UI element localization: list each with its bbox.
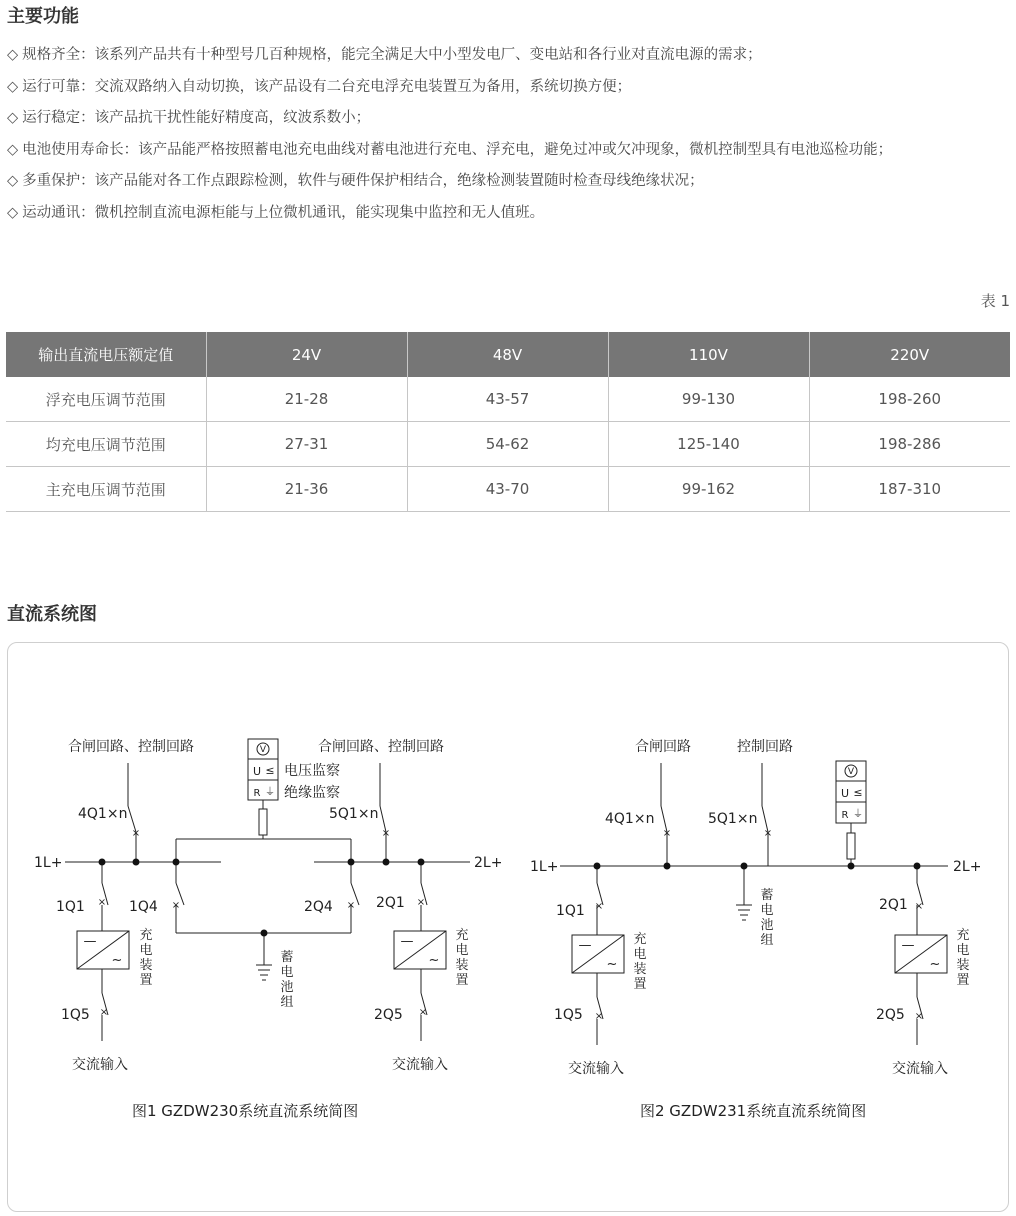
features-list bbox=[7, 40, 1013, 229]
svg-text:×: × bbox=[97, 897, 107, 908]
fig2-1q5-label: 1Q5 bbox=[554, 1007, 583, 1023]
fig1-charger-right-char: 置 bbox=[455, 973, 469, 988]
fig2-charger-right-char: 电 bbox=[956, 943, 970, 958]
fig1-1q5-label: 1Q5 bbox=[61, 1007, 90, 1023]
table-cell: 27-31 bbox=[206, 422, 407, 467]
feature-label: 多重保护 bbox=[22, 173, 81, 189]
ground-icon: ⏚ bbox=[853, 809, 863, 820]
voltmeter-icon: V bbox=[847, 767, 855, 777]
fig1-right-top-label: 合闸回路、控制回路 bbox=[318, 739, 444, 755]
table-cell: 浮充电压调节范围 bbox=[6, 377, 206, 422]
table-header-cell: 输出直流电压额定值 bbox=[6, 332, 206, 377]
fig2-charger-left-char: 电 bbox=[633, 947, 647, 962]
feature-text: 该产品能对各工作点跟踪检测，软件与硬件保护相结合，绝缘检测装置随时检查母线绝缘状况； bbox=[94, 173, 704, 189]
table-row bbox=[6, 467, 1010, 512]
fig2-charger-right-char: 装 bbox=[956, 958, 970, 973]
svg-text:×: × bbox=[914, 901, 924, 912]
fig1-ac-input-right: 交流输入 bbox=[392, 1057, 448, 1073]
ac-symbol-icon: ~ bbox=[428, 953, 440, 968]
fig1-2q4-label: 2Q4 bbox=[304, 899, 333, 915]
fig2-charger-left-char: 装 bbox=[633, 962, 647, 977]
fig2-caption: 图2 GZDW231系统直流系统简图 bbox=[640, 1102, 867, 1120]
table-cell: 21-28 bbox=[206, 377, 407, 422]
resistance-r-icon: R bbox=[253, 788, 261, 799]
fig2-control-loop-label: 控制回路 bbox=[737, 739, 793, 755]
table-cell: 99-162 bbox=[608, 467, 809, 512]
less-equal-icon: ≤ bbox=[853, 786, 863, 799]
ac-symbol-icon: ~ bbox=[606, 957, 618, 972]
svg-text:×: × bbox=[662, 828, 672, 839]
feature-text: 该系列产品共有十种型号几百种规格，能完全满足大中小型发电厂、变电站和各行业对直流电源的需求； bbox=[94, 47, 762, 63]
fig2-charger-right-char: 置 bbox=[956, 973, 970, 988]
feature-item: ◇ 电池使用寿命长：该产品能严格按照蓄电池充电曲线对蓄电池进行充电、浮充电，避免过冲或欠冲现象，微机控制型具有电池巡检功能； bbox=[7, 141, 893, 158]
svg-text:×: × bbox=[171, 900, 181, 911]
table-row bbox=[6, 377, 1010, 422]
feature-item: ◇ 运行稳定：该产品抗干扰性能好精度高，纹波系数小； bbox=[7, 110, 371, 126]
table-cell: 99-130 bbox=[608, 377, 809, 422]
table-cell: 125-140 bbox=[608, 422, 809, 467]
table-header-cell: 220V bbox=[809, 332, 1010, 377]
feature-label: 运动通讯 bbox=[22, 204, 81, 221]
fig1-bus-right-label: 2L+ bbox=[474, 855, 503, 871]
diamond-bullet-icon: ◇ bbox=[7, 141, 19, 158]
feature-label: 电池使用寿命长 bbox=[22, 141, 124, 158]
table-cell: 均充电压调节范围 bbox=[6, 422, 206, 467]
feature-item: ◇ 规格齐全：该系列产品共有十种型号几百种规格，能完全满足大中小型发电厂、变电站和各行业对直流电源的需求； bbox=[7, 47, 762, 63]
diamond-bullet-icon: ◇ bbox=[7, 110, 19, 126]
fig2-bus-left-label: 1L+ bbox=[530, 859, 559, 875]
fig1-charger-left-char: 置 bbox=[139, 973, 153, 988]
features-title: 主要功能 bbox=[7, 6, 79, 27]
svg-text:×: × bbox=[594, 901, 604, 912]
fig2-battery-char: 电 bbox=[760, 903, 774, 918]
fig2-2q1-label: 2Q1 bbox=[879, 897, 908, 913]
feature-label: 运行稳定 bbox=[22, 110, 81, 126]
fig2-5q1-label: 5Q1×n bbox=[708, 811, 758, 827]
svg-text:×: × bbox=[99, 1007, 109, 1018]
dc-symbol-icon: — bbox=[578, 938, 592, 953]
ac-symbol-icon: ~ bbox=[111, 953, 123, 968]
table-row bbox=[6, 422, 1010, 467]
diagram-container bbox=[7, 642, 1009, 1212]
fig1-charger-right-char: 装 bbox=[455, 958, 469, 973]
fig2-bus-right-label: 2L+ bbox=[953, 859, 982, 875]
voltage-spec-table bbox=[6, 332, 1010, 512]
table-cell: 198-286 bbox=[809, 422, 1010, 467]
svg-text:×: × bbox=[418, 1007, 428, 1018]
fig1-left-top-label: 合闸回路、控制回路 bbox=[68, 739, 194, 755]
fig1-bus-left-label: 1L+ bbox=[34, 855, 63, 871]
dc-symbol-icon: — bbox=[83, 934, 97, 949]
dc-symbol-icon: — bbox=[901, 938, 915, 953]
fig1-charger-right-char: 充 bbox=[455, 928, 469, 943]
fig1-caption: 图1 GZDW230系统直流系统简图 bbox=[132, 1102, 359, 1120]
table-header-cell: 48V bbox=[407, 332, 608, 377]
voltage-u-icon: U bbox=[252, 765, 262, 778]
svg-text:×: × bbox=[594, 1011, 604, 1022]
feature-text: 该产品能严格按照蓄电池充电曲线对蓄电池进行充电、浮充电，避免过冲或欠冲现象，微机控制型具有电池巡检功能； bbox=[138, 141, 893, 158]
table-header-cell: 110V bbox=[608, 332, 809, 377]
diamond-bullet-icon: ◇ bbox=[7, 173, 19, 189]
table-header-row bbox=[6, 332, 1010, 377]
table-cell: 198-260 bbox=[809, 377, 1010, 422]
table-cell: 43-57 bbox=[407, 377, 608, 422]
diamond-bullet-icon: ◇ bbox=[7, 47, 19, 63]
fig1-charger-right-char: 电 bbox=[455, 943, 469, 958]
ground-icon: ⏚ bbox=[265, 787, 275, 798]
fig2-4q1-label: 4Q1×n bbox=[605, 811, 655, 827]
fig1-2q5-label: 2Q5 bbox=[374, 1007, 403, 1023]
diagram-title: 直流系统图 bbox=[7, 604, 97, 625]
fig1-4q1-label: 4Q1×n bbox=[78, 806, 128, 822]
svg-text:×: × bbox=[381, 828, 391, 839]
table-header-cell: 24V bbox=[206, 332, 407, 377]
fig2-charger-left-char: 充 bbox=[633, 932, 647, 947]
svg-text:×: × bbox=[131, 828, 141, 839]
feature-item: ◇ 多重保护：该产品能对各工作点跟踪检测，软件与硬件保护相结合，绝缘检测装置随时检查母线绝缘状况； bbox=[7, 173, 704, 189]
fig2-battery-char: 池 bbox=[760, 918, 774, 933]
fig2-charger-left-char: 置 bbox=[633, 977, 647, 992]
fig1-battery-char: 蓄 bbox=[280, 950, 294, 965]
table-cell: 54-62 bbox=[407, 422, 608, 467]
fig2-ac-input-right: 交流输入 bbox=[892, 1061, 948, 1077]
fig1-charger-left-char: 电 bbox=[139, 943, 153, 958]
feature-text: 交流双路纳入自动切换，该产品设有二台充电浮充电装置互为备用，系统切换方便； bbox=[94, 78, 632, 95]
fig1-battery-char: 组 bbox=[280, 995, 294, 1010]
dc-system-diagrams bbox=[8, 643, 1010, 1213]
fig1-charger-left-char: 充 bbox=[139, 928, 153, 943]
feature-item: ◇ 运行可靠：交流双路纳入自动切换，该产品设有二台充电浮充电装置互为备用，系统切换方便； bbox=[7, 78, 632, 95]
fig1-1q4-label: 1Q4 bbox=[129, 899, 158, 915]
fig2-1q1-label: 1Q1 bbox=[556, 903, 585, 919]
fig1-5q1-label: 5Q1×n bbox=[329, 806, 379, 822]
feature-text: 该产品抗干扰性能好精度高，纹波系数小； bbox=[94, 110, 371, 126]
voltmeter-icon: V bbox=[259, 745, 267, 755]
fig1-battery-char: 池 bbox=[280, 980, 294, 995]
feature-item: ◇ 运动通讯：微机控制直流电源柜能与上位微机通讯，能实现集中监控和无人值班。 bbox=[7, 204, 545, 221]
fig1-2q1-label: 2Q1 bbox=[376, 895, 405, 911]
fig2-charger-right-char: 充 bbox=[956, 928, 970, 943]
fig1-ac-input-left: 交流输入 bbox=[72, 1057, 128, 1073]
fig1-1q1-label: 1Q1 bbox=[56, 899, 85, 915]
table-caption: 表 1 bbox=[980, 292, 1010, 310]
table-cell: 21-36 bbox=[206, 467, 407, 512]
fig2-close-loop-label: 合闸回路 bbox=[635, 739, 691, 755]
feature-label: 规格齐全 bbox=[22, 47, 81, 63]
fig2-battery-char: 组 bbox=[760, 933, 774, 948]
dc-symbol-icon: — bbox=[400, 934, 414, 949]
svg-text:×: × bbox=[416, 897, 426, 908]
svg-text:×: × bbox=[914, 1011, 924, 1022]
fig1-insulation-monitor-label: 绝缘监察 bbox=[284, 785, 340, 801]
table-cell: 187-310 bbox=[809, 467, 1010, 512]
feature-label: 运行可靠 bbox=[22, 78, 81, 95]
table-cell: 主充电压调节范围 bbox=[6, 467, 206, 512]
svg-text:×: × bbox=[763, 828, 773, 839]
table-cell: 43-70 bbox=[407, 467, 608, 512]
fig2-2q5-label: 2Q5 bbox=[876, 1007, 905, 1023]
fig1-voltage-monitor-label: 电压监察 bbox=[284, 763, 340, 779]
feature-text: 微机控制直流电源柜能与上位微机通讯，能实现集中监控和无人值班。 bbox=[94, 204, 545, 221]
resistance-r-icon: R bbox=[841, 810, 849, 821]
diamond-bullet-icon: ◇ bbox=[7, 204, 19, 221]
fig1-battery-char: 电 bbox=[280, 965, 294, 980]
fig1-charger-left-char: 装 bbox=[139, 958, 153, 973]
less-equal-icon: ≤ bbox=[265, 764, 275, 777]
svg-text:×: × bbox=[346, 900, 356, 911]
ac-symbol-icon: ~ bbox=[929, 957, 941, 972]
voltage-u-icon: U bbox=[840, 787, 850, 800]
fig2-ac-input-left: 交流输入 bbox=[568, 1061, 624, 1077]
fig2-battery-char: 蓄 bbox=[760, 888, 774, 903]
diamond-bullet-icon: ◇ bbox=[7, 78, 19, 95]
